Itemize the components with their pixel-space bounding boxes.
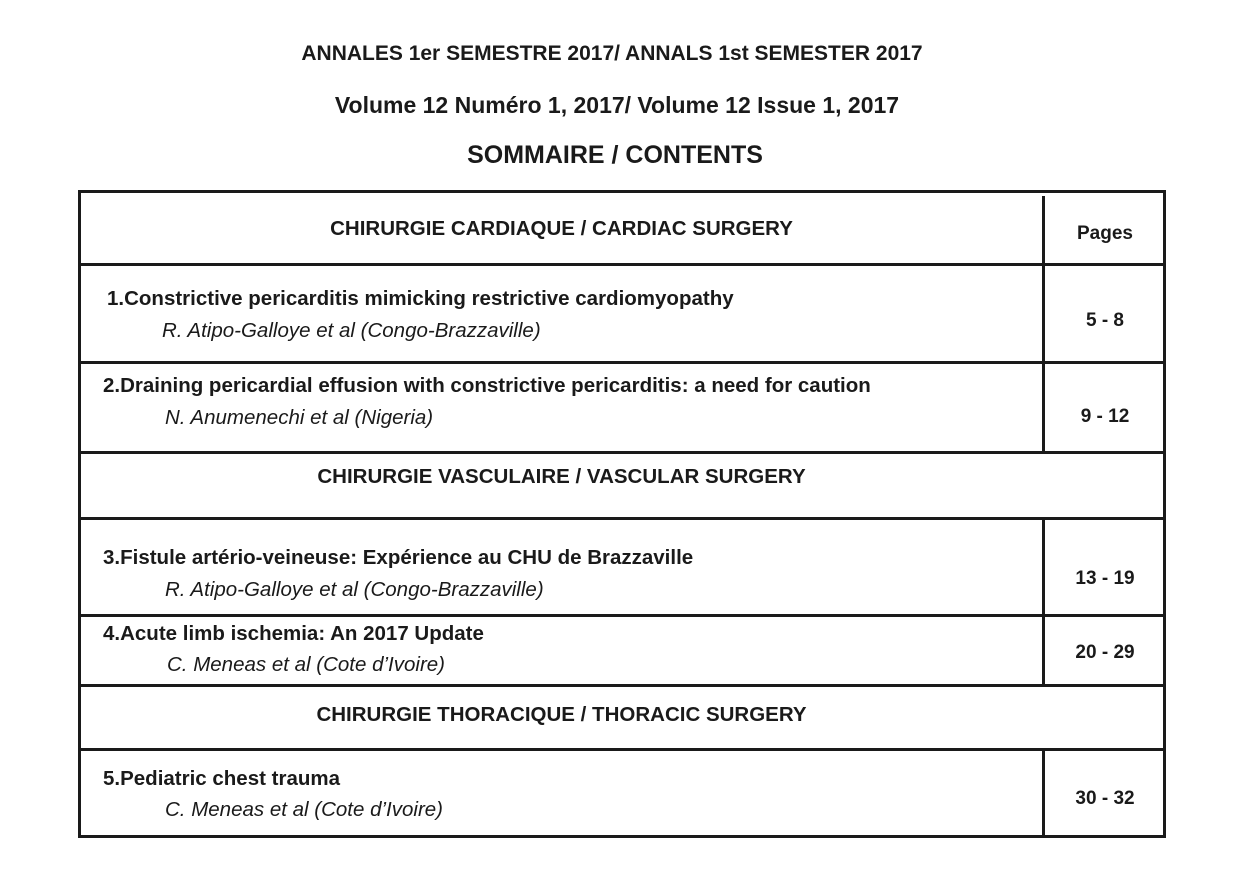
article-authors: N. Anumenechi et al (Nigeria) <box>165 406 434 429</box>
row-divider <box>78 451 1166 454</box>
article-title: 3.Fistule artério-veineuse: Expérience au CHU de Brazzaville <box>103 546 694 569</box>
table-border-top <box>78 190 1166 193</box>
row-divider <box>78 614 1166 617</box>
article-authors: R. Atipo-Galloye et al (Congo-Brazzaville) <box>162 319 541 342</box>
volume-issue-line: Volume 12 Numéro 1, 2017/ Volume 12 Issue 1, 2017 <box>334 92 900 118</box>
article-authors: C. Meneas et al (Cote d’Ivoire) <box>165 798 444 821</box>
article-pages: 30 - 32 <box>1075 788 1135 809</box>
pages-column-header: Pages <box>1077 223 1133 244</box>
section-heading-thoracic-surgery: CHIRURGIE THORACIQUE / THORACIC SURGERY <box>316 703 807 726</box>
article-title: 5.Pediatric chest trauma <box>103 767 340 790</box>
contents-heading: SOMMAIRE / CONTENTS <box>467 141 763 169</box>
row-divider <box>78 684 1166 687</box>
article-authors: C. Meneas et al (Cote d’Ivoire) <box>167 653 446 676</box>
column-divider <box>1042 519 1045 686</box>
article-title: 2.Draining pericardial effusion with constrictive pericarditis: a need for caution <box>103 374 871 397</box>
row-divider <box>78 361 1166 364</box>
section-heading-cardiac-surgery: CHIRURGIE CARDIAQUE / CARDIAC SURGERY <box>330 217 793 240</box>
table-border-right <box>1163 190 1166 838</box>
article-authors: R. Atipo-Galloye et al (Congo-Brazzaville) <box>165 578 544 601</box>
article-title: 1.Constrictive pericarditis mimicking restrictive cardiomyopathy <box>107 287 734 310</box>
article-pages: 13 - 19 <box>1075 568 1135 589</box>
column-divider <box>1042 750 1045 836</box>
article-title: 4.Acute limb ischemia: An 2017 Update <box>103 622 484 645</box>
table-border-left <box>78 190 81 838</box>
table-border-bottom <box>78 835 1166 838</box>
article-pages: 9 - 12 <box>1080 406 1130 427</box>
row-divider <box>78 517 1166 520</box>
row-divider <box>78 263 1166 266</box>
article-pages: 5 - 8 <box>1085 310 1125 331</box>
row-divider <box>78 748 1166 751</box>
article-pages: 20 - 29 <box>1075 642 1135 663</box>
journal-issue-title: ANNALES 1er SEMESTRE 2017/ ANNALS 1st SEMESTER 2017 <box>301 42 923 65</box>
section-heading-vascular-surgery: CHIRURGIE VASCULAIRE / VASCULAR SURGERY <box>317 465 806 488</box>
